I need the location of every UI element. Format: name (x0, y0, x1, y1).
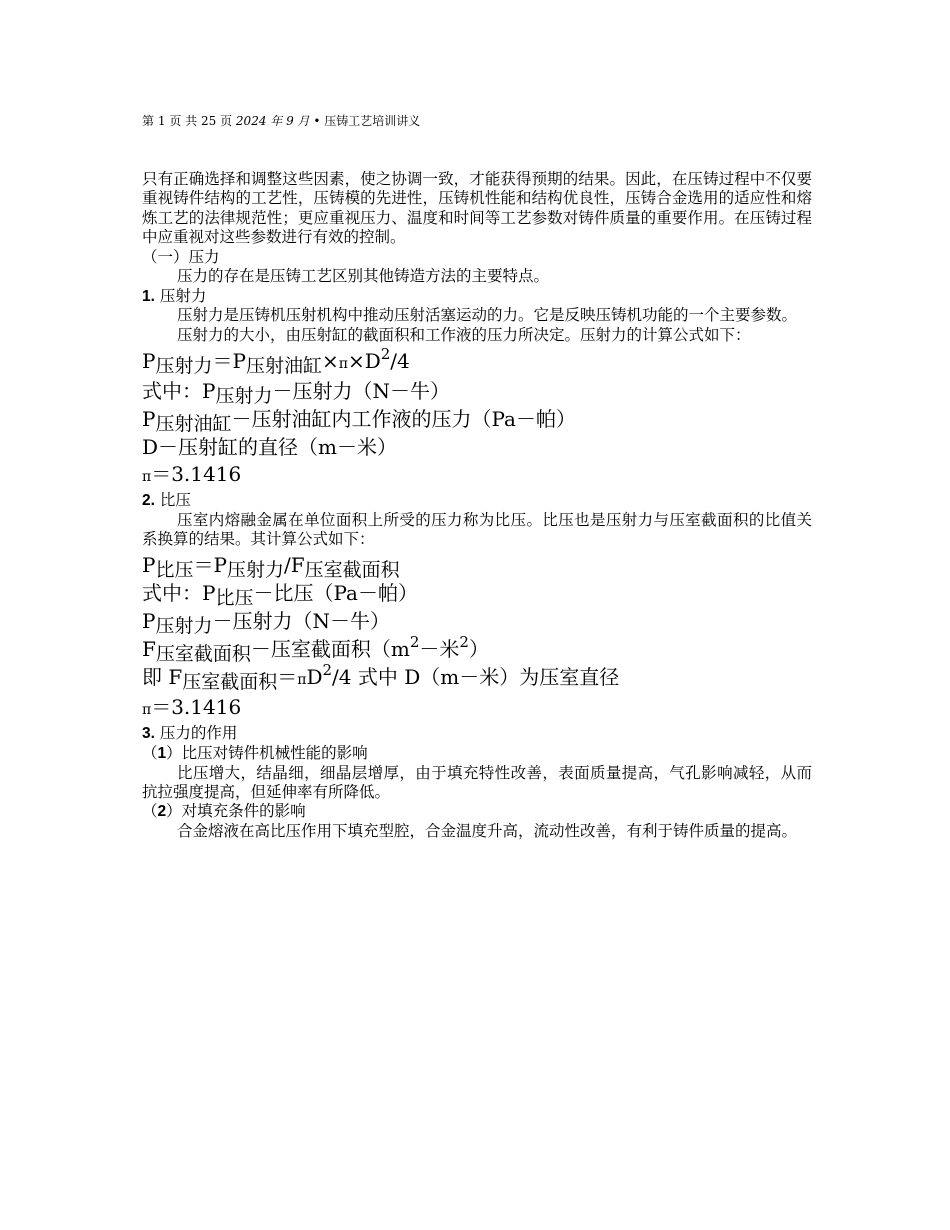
formula-legend-pi-2: π＝3.1416 (142, 695, 242, 720)
formula-specific-pressure: P比压＝P压射力/F压室截面积 (142, 553, 400, 582)
item-2-heading: （2）对填充条件的影响 (142, 802, 306, 821)
injection-force-paragraph-2: 压射力的大小，由压射缸的截面积和工作液的压力所决定。压射力的计算公式如下： (177, 325, 751, 344)
subsection-specific-pressure-heading (142, 491, 812, 511)
subsection-title: 压力的作用 (159, 724, 238, 743)
document-body (142, 170, 812, 841)
subsection-number: 2. (142, 492, 155, 510)
subsection-number: 1. (142, 287, 155, 305)
formula-legend-injection-force: 式中：P压射力－压射力（N－牛） (142, 379, 450, 408)
section-pressure-text: 压力的存在是压铸工艺区别其他铸造方法的主要特点。 (177, 267, 550, 286)
subsection-number: 3. (142, 725, 155, 743)
page-mid: 页 共 (169, 114, 198, 128)
formula-legend-injection-force-2: P压射力－压射力（N－牛） (142, 609, 390, 638)
header-date: 2024 年 9 月 (235, 114, 310, 128)
formula-legend-oil-cylinder: P压射油缸－压射油缸内工作液的压力（Pa－帕） (142, 407, 576, 436)
page-prefix: 第 (142, 114, 155, 128)
page-suffix: 页 (220, 114, 233, 128)
subsection-injection-force-heading (142, 287, 812, 307)
formula-legend-specific-pressure: 式中：P比压－比压（Pa－帕） (142, 581, 418, 610)
formula-legend-pi: π＝3.1416 (142, 462, 242, 487)
item-2-text: 合金熔液在高比压作用下填充型腔，合金温度升高，流动性改善，有利于铸件质量的提高。 (177, 822, 798, 841)
specific-pressure-paragraph: 压室内熔融金属在单位面积上所受的压力称为比压。比压也是压射力与压室截面积的比值关系换算的结果。其计算公式如下： (142, 510, 812, 549)
page-total: 25 (200, 114, 217, 128)
section-pressure-heading: （一）压力 (142, 247, 220, 266)
formula-chamber-area: 即 F压室截面积$=\pi D^2/4$ 式中 D（m－米）为压室直径 (142, 661, 620, 694)
header-title: • 压铸工艺培训讲义 (313, 114, 421, 128)
subsection-pressure-effect-heading (142, 724, 812, 744)
intro-paragraph: 只有正确选择和调整这些因素，使之协调一致，才能获得预期的结果。因此，在压铸过程中不仅要重视铸件结构的工艺性，压铸模的先进性，压铸机性能和结构优良性，压铸合金选用的适应性和熔炼工艺的法律规范性；更应重视压力、温度和时间等工艺参数对铸件质量的重要作用。在压铸过程中应重视对这些参数进行有效的控制。 (142, 170, 812, 247)
item-1-text: 比压增大，结晶细，细晶层增厚，由于填充特性改善，表面质量提高，气孔影响减轻，从而抗拉强度提高，但延伸率有所降低。 (142, 763, 812, 802)
injection-force-paragraph-1: 压射力是压铸机压射机构中推动压射活塞运动的力。它是反映压铸机功能的一个主要参数。 (177, 306, 798, 325)
page-header (142, 114, 420, 128)
subsection-title: 压射力 (159, 286, 207, 305)
formula-legend-diameter: D－压射缸的直径（m－米） (142, 435, 397, 460)
formula-injection-force: P压射力＝P压射油缸$\times\pi\times D^2/4$ (142, 345, 410, 378)
page-number: 1 (157, 114, 166, 128)
formula-legend-chamber-area: F压室截面积－压室截面积（$m^2-$米$^2$） (142, 633, 489, 666)
item-1-heading: （1）比压对铸件机械性能的影响 (142, 744, 368, 763)
subsection-title: 比压 (159, 491, 191, 510)
